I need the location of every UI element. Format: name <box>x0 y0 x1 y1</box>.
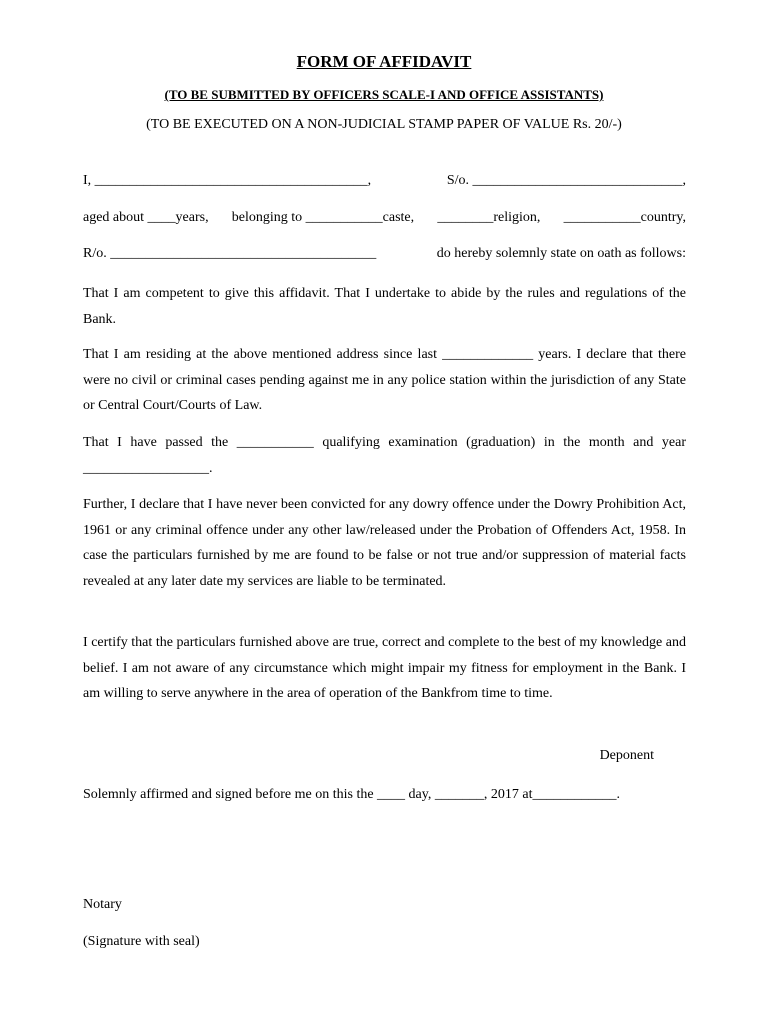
parent-name-field: S/o. ______________________________, <box>446 173 686 188</box>
caste-field: belonging to ___________caste, <box>231 210 415 225</box>
stamp-paper-note: (TO BE EXECUTED ON A NON-JUDICIAL STAMP PAPER OF VALUE Rs. 20/-) <box>146 117 622 132</box>
name-field: I, _______________________________________, <box>83 173 372 188</box>
country-field: ___________country, <box>563 210 686 225</box>
paragraph-competence: That I am competent to give this affidavit. That I undertake to abide by the rules and regulations of the Bank. <box>83 286 686 327</box>
paragraph-qualification: That I have passed the ___________ qualifying examination (graduation) in the month and year __________________. <box>83 435 686 476</box>
paragraph-certification: I certify that the particulars furnished above are true, correct and complete to the best of my knowledge and belief. I am not aware of any circumstance which might impair my fitness for employment in the Bank. I am willing to serve anywhere in the area of operation of the Bankfrom time to time. <box>83 635 686 701</box>
deponent-label: Deponent <box>599 748 654 763</box>
paragraph-declaration: Further, I declare that I have never been convicted for any dowry offence under the Dowry Prohibition Act, 1961 or any criminal offence under any other law/released under the Probation of Offenders Act, 1958. In case the particulars furnished by me are found to be false or not true and/or suppression of material facts revealed at any later date my services are liable to be terminated. <box>83 497 686 589</box>
details-line <box>83 210 686 226</box>
notary-label: Notary <box>83 897 122 912</box>
residence-field: R/o. ______________________________________ <box>83 246 377 261</box>
age-field: aged about ____years, <box>83 210 209 225</box>
page-title: FORM OF AFFIDAVIT <box>296 52 472 71</box>
religion-field: ________religion, <box>437 210 541 225</box>
name-line <box>83 173 686 189</box>
oath-statement: do hereby solemnly state on oath as follows: <box>436 246 686 261</box>
paragraph-residence: That I am residing at the above mentioned address since last _____________ years. I declare that there were no civil or criminal cases pending against me in any police station within the jurisdiction of any State or Central Court/Courts of Law. <box>83 347 686 413</box>
affirmation-line: Solemnly affirmed and signed before me on this the ____ day, _______, 2017 at____________. <box>83 787 620 802</box>
signature-label: (Signature with seal) <box>83 934 200 949</box>
form-subtitle: (TO BE SUBMITTED BY OFFICERS SCALE-I AND OFFICE ASSISTANTS) <box>164 87 604 102</box>
residence-line <box>83 246 686 262</box>
